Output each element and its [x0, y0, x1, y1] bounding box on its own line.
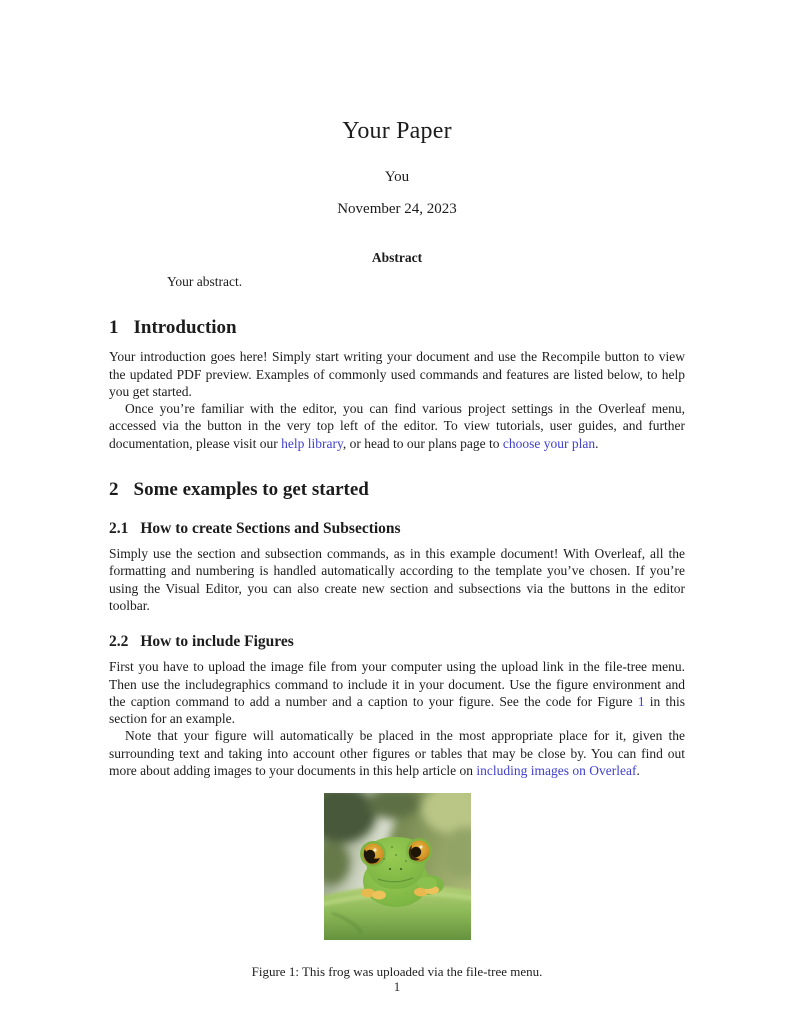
subsection-title: How to include Figures — [140, 633, 294, 651]
subsection-number: 2.2 — [109, 633, 129, 651]
paper-date: November 24, 2023 — [337, 201, 457, 217]
paragraph-text: Once you’re familiar with the editor, you can find various project settings in the Overleaf menu, accessed via the button in the very top left of the editor. To view tutorials, user guides, and further documentation, please visit our — [109, 401, 685, 451]
paragraph-text: . — [595, 435, 599, 451]
section-number: 1 — [109, 317, 119, 339]
section-title: Introduction — [133, 317, 237, 339]
abstract-text: Your abstract. — [167, 274, 243, 289]
figure-1 — [109, 793, 685, 980]
figure-caption: Figure 1: This frog was uploaded via the file-tree menu. — [251, 964, 543, 980]
intro-paragraph-2 — [109, 400, 685, 452]
help-library-link[interactable]: help library — [281, 435, 343, 451]
section-title: Some examples to get started — [133, 479, 369, 501]
paragraph-text: . — [636, 763, 640, 779]
subsection-number: 2.1 — [109, 520, 129, 538]
figure-1-ref-link[interactable]: 1 — [637, 693, 645, 709]
paragraph-text: in this section for an example. — [109, 693, 686, 727]
abstract-heading: Abstract — [371, 250, 423, 265]
paper-author: You — [384, 169, 410, 185]
frog-photo — [324, 793, 471, 940]
section-number: 2 — [109, 479, 119, 501]
choose-your-plan-link[interactable]: choose your plan — [502, 435, 596, 451]
figures-paragraph-2 — [109, 727, 685, 779]
paper-content — [109, 0, 685, 980]
sections-paragraph: Simply use the section and subsection commands, as in this example document! With Overleaf, all the formatting and numbering is handled automatically according to the template you’ve chosen. If you’re using the Visual Editor, you can also create new section and subsections via the buttons in the editor toolbar. — [109, 546, 685, 613]
paragraph-text: Note that your figure will automatically be placed in the most appropriate place for it, given the surrounding text and taking into account other figures or tables that may be close by. You can find out more about adding images to your documents in this help article on — [109, 728, 685, 779]
paper-title: Your Paper — [342, 118, 452, 144]
figures-paragraph-1 — [109, 658, 685, 727]
subsection-title: How to create Sections and Subsections — [140, 520, 401, 538]
including-images-link[interactable]: including images on Overleaf — [476, 763, 637, 779]
intro-paragraph-1: Your introduction goes here! Simply start writing your document and use the Recompile button to view the updated PDF preview. Examples of commonly used commands and features are listed below, to help you get started. — [109, 349, 685, 399]
section-heading-introduction — [109, 317, 685, 339]
page-number: 1 — [393, 979, 401, 994]
section-heading-examples — [109, 479, 685, 501]
subsection-heading-figures — [109, 633, 685, 651]
paragraph-text: , or head to our plans page to — [342, 435, 503, 451]
paragraph-text: First you have to upload the image file from your computer using the upload link in the file-tree menu. Then use the includegraphics command to include it in your document. Use the figure environment and the caption command to add a number and a caption to your figure. See the code for Figure — [109, 659, 685, 709]
subsection-heading-sections — [109, 520, 685, 538]
